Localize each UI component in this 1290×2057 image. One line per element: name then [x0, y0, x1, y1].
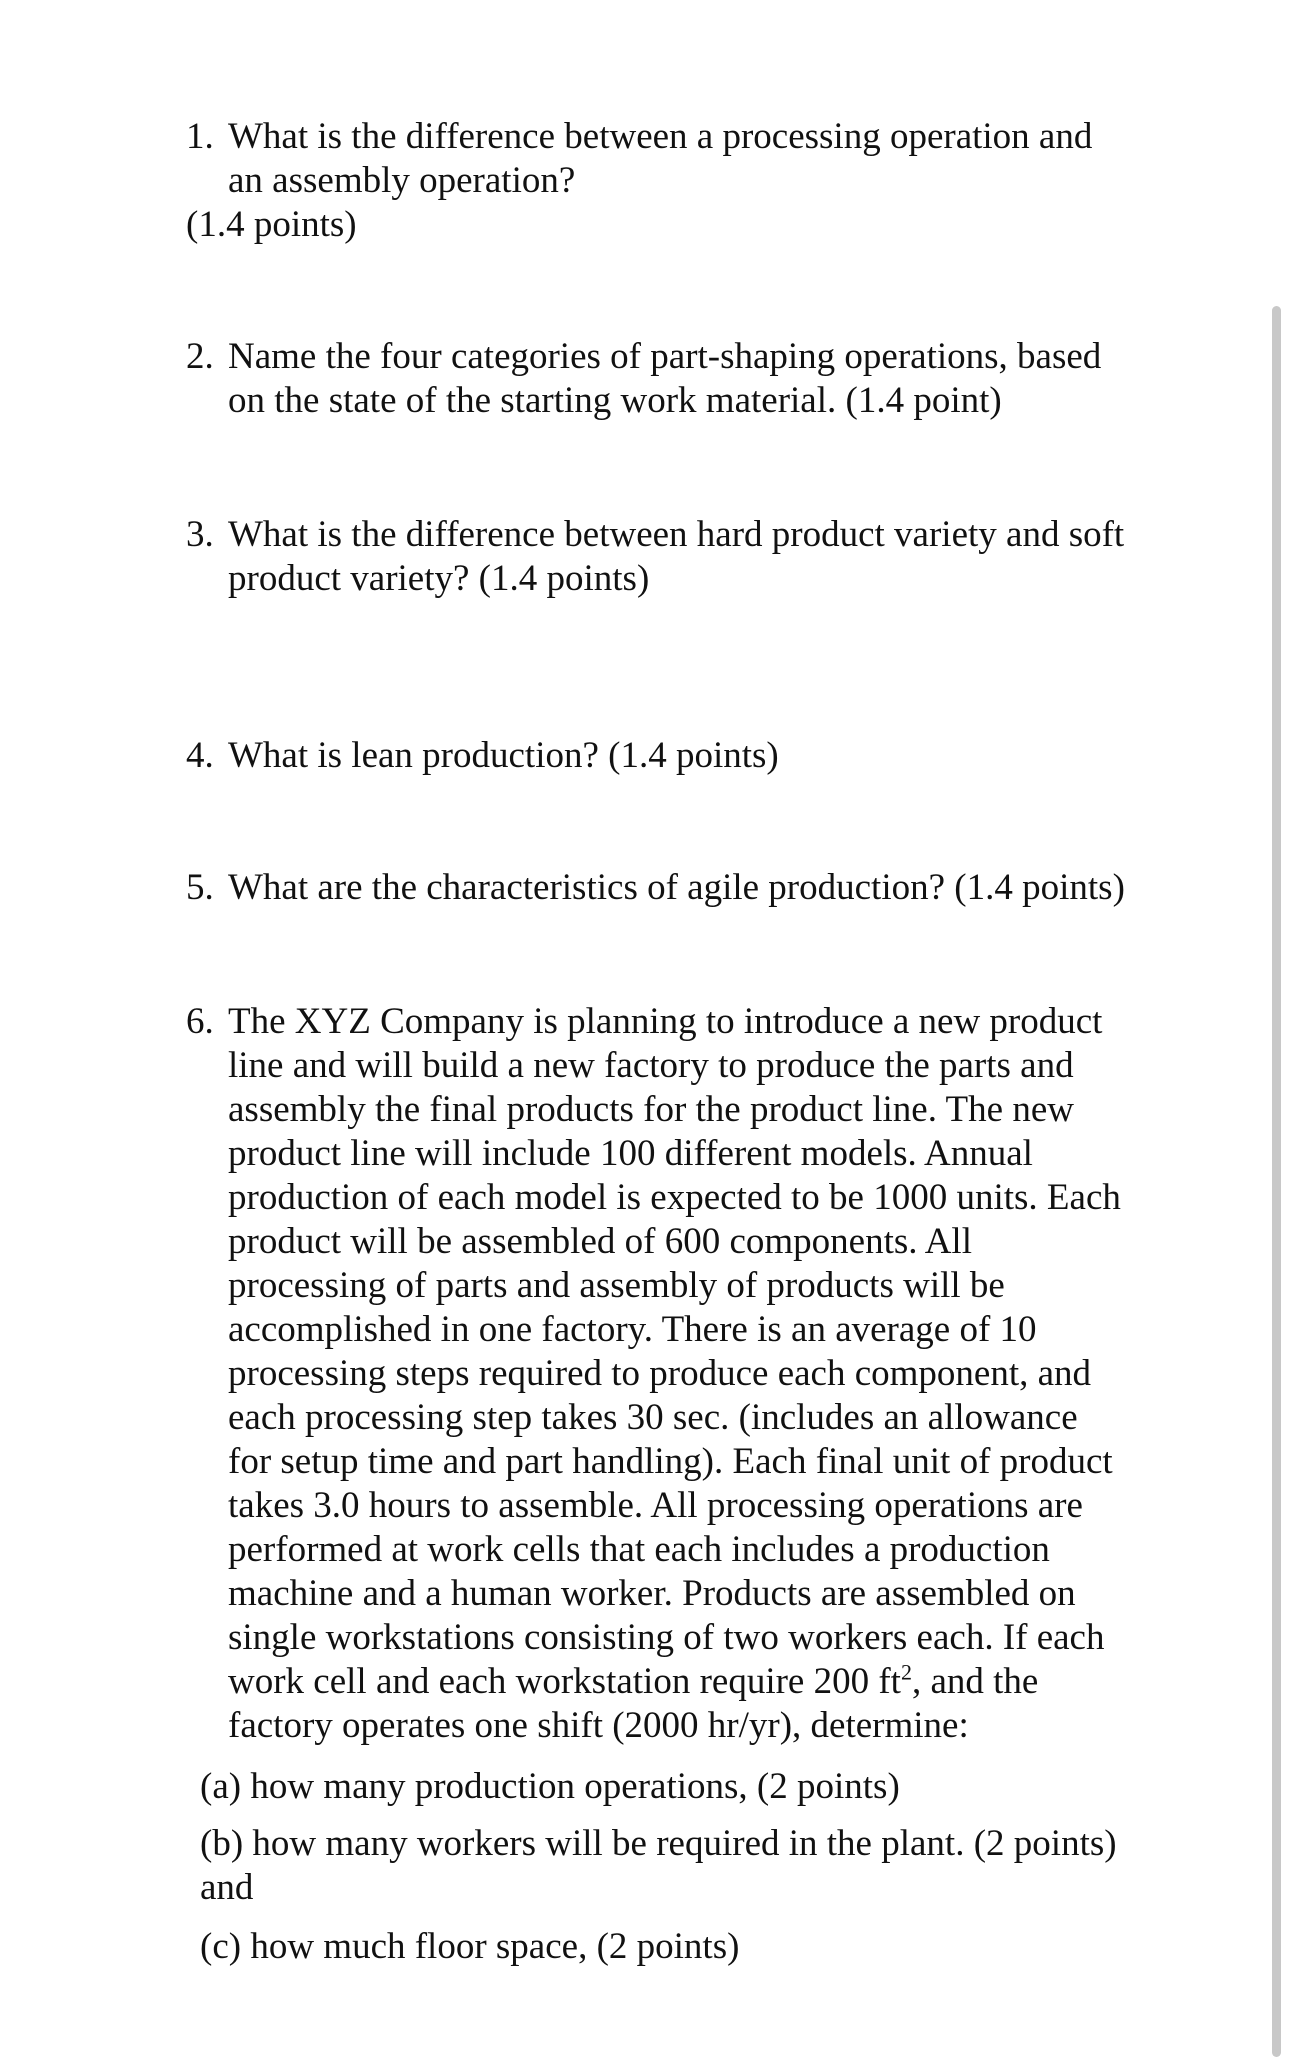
question-6-line-9: processing steps required to produce each component, and [228, 1353, 1092, 1394]
question-6-line-5: production of each model is expected to be 1000 units. Each [228, 1177, 1121, 1218]
question-6-part-c: (c) how much floor space, (2 points) [200, 1926, 740, 1967]
question-1-line-2: an assembly operation? [228, 160, 576, 201]
question-4-line-1: What is lean production? (1.4 points) [228, 735, 779, 776]
question-6-line-6: product will be assembled of 600 components. All [228, 1221, 972, 1262]
question-6-line-2: line and will build a new factory to produce the parts and [228, 1045, 1074, 1086]
question-2-number: 2. [186, 336, 214, 377]
vertical-scrollbar[interactable] [1272, 306, 1281, 2057]
question-6-line-15: single workstations consisting of two workers each. If each [228, 1617, 1105, 1658]
question-6-line-1: The XYZ Company is planning to introduce a new product [228, 1001, 1103, 1042]
question-6-number: 6. [186, 1001, 214, 1042]
question-6-line-17: factory operates one shift (2000 hr/yr), determine: [228, 1705, 969, 1746]
question-6-line-8: accomplished in one factory. There is an average of 10 [228, 1309, 1037, 1350]
question-6-line-16-rest: , and the [911, 1661, 1039, 1702]
question-3-line-1: What is the difference between hard product variety and soft [228, 514, 1125, 555]
question-3-number: 3. [186, 514, 214, 555]
question-6-line-4: product line will include 100 different models. Annual [228, 1133, 1033, 1174]
question-6-line-14: machine and a human worker. Products are assembled on [228, 1573, 1076, 1614]
question-3-line-2: product variety? (1.4 points) [228, 558, 650, 599]
question-5-line-1: What are the characteristics of agile production? (1.4 points) [228, 867, 1125, 908]
question-6-line-7: processing of parts and assembly of products will be [228, 1265, 1005, 1306]
question-6-line-10: each processing step takes 30 sec. (includes an allowance [228, 1397, 1078, 1438]
question-6-part-b: (b) how many workers will be required in the plant. (2 points) [200, 1823, 1117, 1864]
question-6-line-16 [228, 1660, 1038, 1704]
squared-superscript: 2 [900, 1659, 912, 1685]
question-1-points: (1.4 points) [186, 204, 357, 245]
question-6-line-13: performed at work cells that each includes a production [228, 1529, 1050, 1570]
question-2-line-1: Name the four categories of part-shaping operations, based [228, 336, 1102, 377]
question-1-line-1: What is the difference between a processing operation and [228, 116, 1093, 157]
question-2-line-2: on the state of the starting work material. (1.4 point) [228, 380, 1002, 421]
question-6-line-3: assembly the final products for the product line. The new [228, 1089, 1074, 1130]
question-5-number: 5. [186, 867, 214, 908]
question-6-line-11: for setup time and part handling). Each final unit of product [228, 1441, 1113, 1482]
question-6-part-a: (a) how many production operations, (2 points) [200, 1766, 900, 1807]
question-6-line-12: takes 3.0 hours to assemble. All processing operations are [228, 1485, 1083, 1526]
question-4-number: 4. [186, 735, 214, 776]
question-1-number: 1. [186, 116, 214, 157]
question-6-part-b-and: and [200, 1867, 254, 1908]
question-6-line-16-text: work cell and each workstation require 200 ft [228, 1661, 901, 1702]
